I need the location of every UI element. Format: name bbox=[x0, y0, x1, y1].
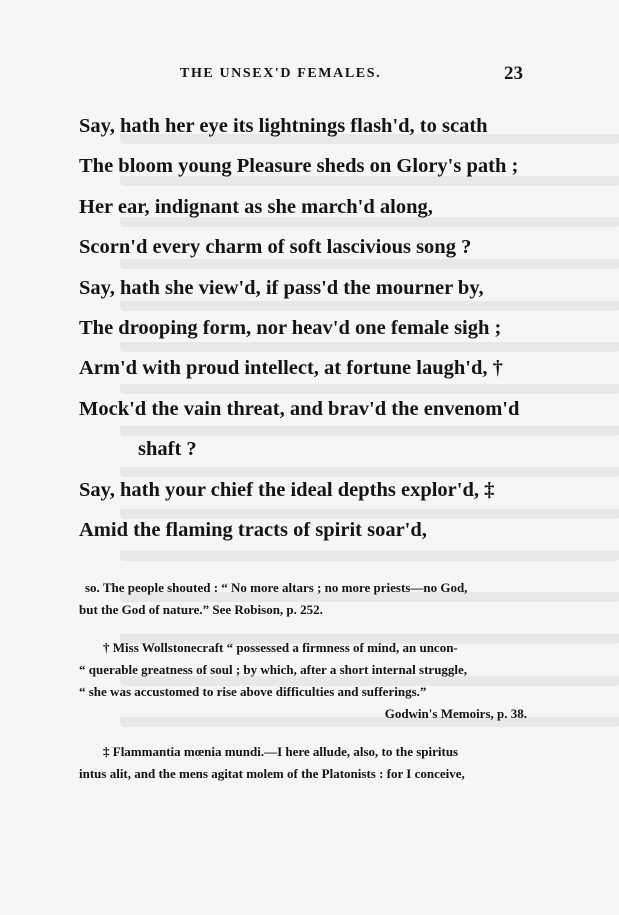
verse-line: Arm'd with proud intellect, at fortune laugh'd, † bbox=[79, 357, 503, 380]
verse-line-continuation: shaft ? bbox=[138, 438, 197, 461]
verse-line: Say, hath your chief the ideal depths explor'd, ‡ bbox=[79, 478, 495, 501]
verse-line: The bloom young Pleasure sheds on Glory's path ; bbox=[79, 155, 519, 178]
footnote-line: but the God of nature.” See Robison, p. 252. bbox=[79, 602, 323, 617]
verse-line: Say, hath she view'd, if pass'd the mourner by, bbox=[79, 276, 484, 299]
poem-body bbox=[79, 116, 549, 560]
verse-line: Say, hath her eye its lightnings flash'd, to scath bbox=[79, 115, 488, 137]
verse-line: Scorn'd every charm of soft lascivious song ? bbox=[79, 236, 472, 259]
verse-line: Amid the flaming tracts of spirit soar'd, bbox=[79, 518, 427, 541]
footnotes bbox=[79, 580, 527, 788]
footnote-line: † Miss Wollstonecraft “ possessed a firmness of mind, an uncon- bbox=[103, 640, 458, 655]
verse-line: The drooping form, nor heav'd one female sigh ; bbox=[79, 316, 502, 339]
footnote-line: “ she was accustomed to rise above difficulties and sufferings.” bbox=[79, 684, 427, 699]
footnote-citation: Godwin's Memoirs, p. 38. bbox=[384, 706, 527, 721]
verse-line: Her ear, indignant as she march'd along, bbox=[79, 195, 433, 218]
footnote-line: ‡ Flammantia mœnia mundi.—I here allude, also, to the spiritus bbox=[103, 744, 459, 759]
running-title: THE UNSEX'D FEMALES. bbox=[180, 66, 382, 81]
footnote-line: “ querable greatness of soul ; by which, after a short internal struggle, bbox=[79, 662, 468, 677]
page-header bbox=[0, 63, 619, 88]
page-number: 23 bbox=[504, 63, 523, 84]
footnote-line: intus alit, and the mens agitat molem of the Platonists : for I conceive, bbox=[79, 766, 465, 781]
footnote-line: so. The people shouted : “ No more altars ; no more priests—no God, bbox=[85, 580, 468, 595]
verse-line: Mock'd the vain threat, and brav'd the envenom'd bbox=[79, 397, 520, 420]
